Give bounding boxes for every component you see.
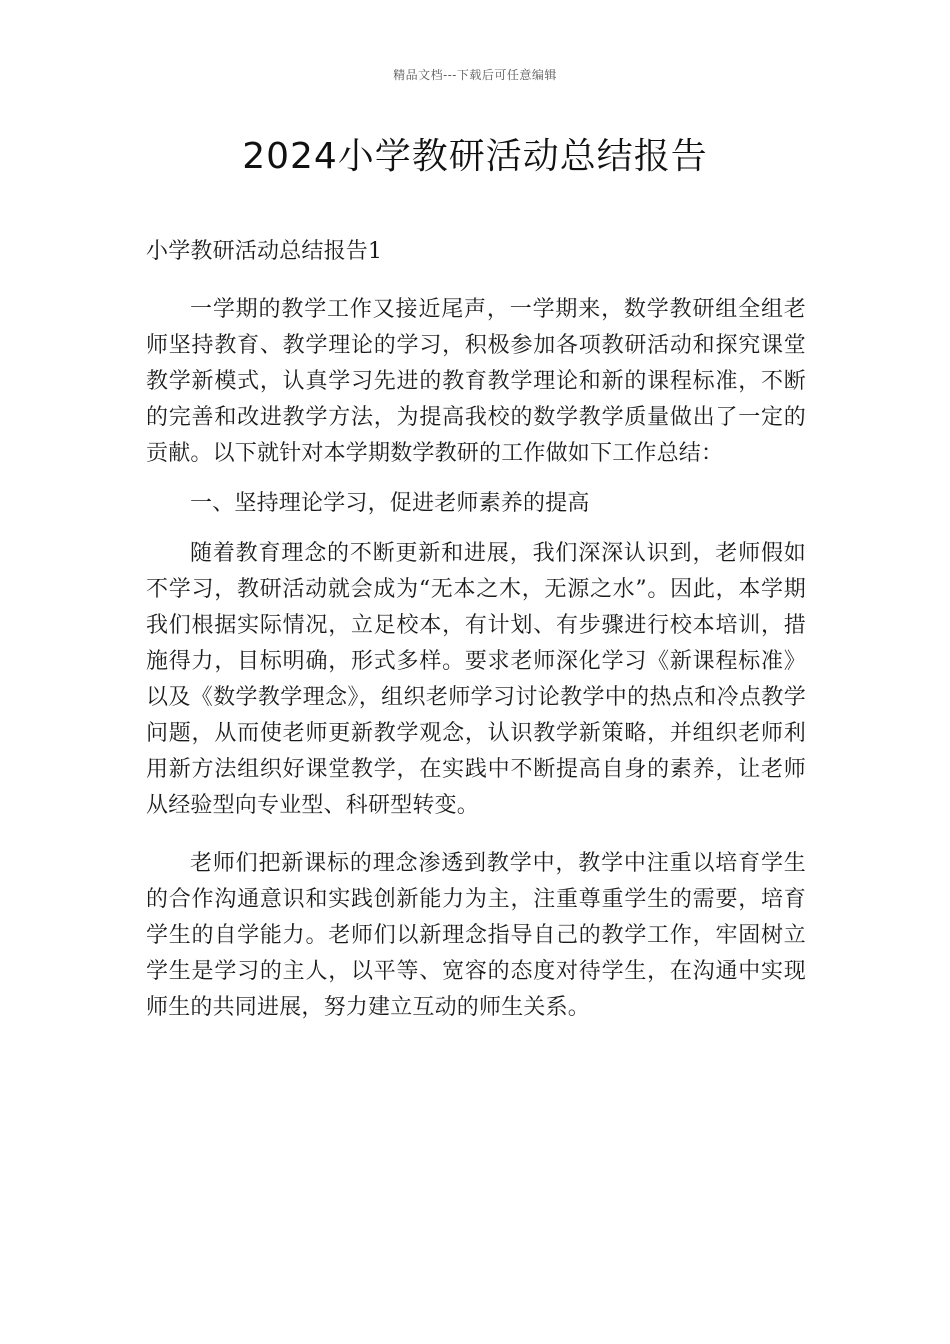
paragraph-new-curriculum: 老师们把新课标的理念渗透到教学中，教学中注重以培育学生的合作沟通意识和实践创新能力为主，注重尊重学生的需要，培育学生的自学能力。老师们以新理念指导自己的教学工作，牢固树立学生是学习的主人，以平等、宽容的态度对待学生，在沟通中实现师生的共同进展，努力建立互动的师生关系。: [146, 851, 806, 1020]
document-title: 2024小学教研活动总结报告: [242, 136, 708, 177]
paragraph-education-concept: 随着教育理念的不断更新和进展，我们深深认识到，老师假如不学习，教研活动就会成为“无本之木，无源之水”。因此，本学期我们根据实际情况，立足校本，有计划、有步骤进行校本培训，措施得力，目标明确，形式多样。要求老师深化学习《新课程标准》以及《数学教学理念》，组织老师学习讨论教学中的热点和冷点教学问题，从而使老师更新教学观念，认识教学新策略，并组织老师利用新方法组织好课堂教学，在实践中不断提高自身的素养，让老师从经验型向专业型、科研型转变。: [146, 541, 806, 818]
paragraph-intro: 一学期的教学工作又接近尾声，一学期来，数学教研组全组老师坚持教育、教学理论的学习，积极参加各项教研活动和探究课堂教学新模式，认真学习先进的教育教学理论和新的课程标准，不断的完善和改进教学方法，为提高我校的数学教学质量做出了一定的贡献。以下就针对本学期数学教研的工作做如下工作总结：: [146, 297, 806, 466]
document-body: [146, 234, 806, 1040]
subheading-theory-study: 一、坚持理论学习，促进老师素养的提高: [190, 491, 590, 516]
header-note: 精品文档---下载后可任意编辑: [393, 68, 557, 82]
section-title: 小学教研活动总结报告1: [146, 239, 383, 264]
